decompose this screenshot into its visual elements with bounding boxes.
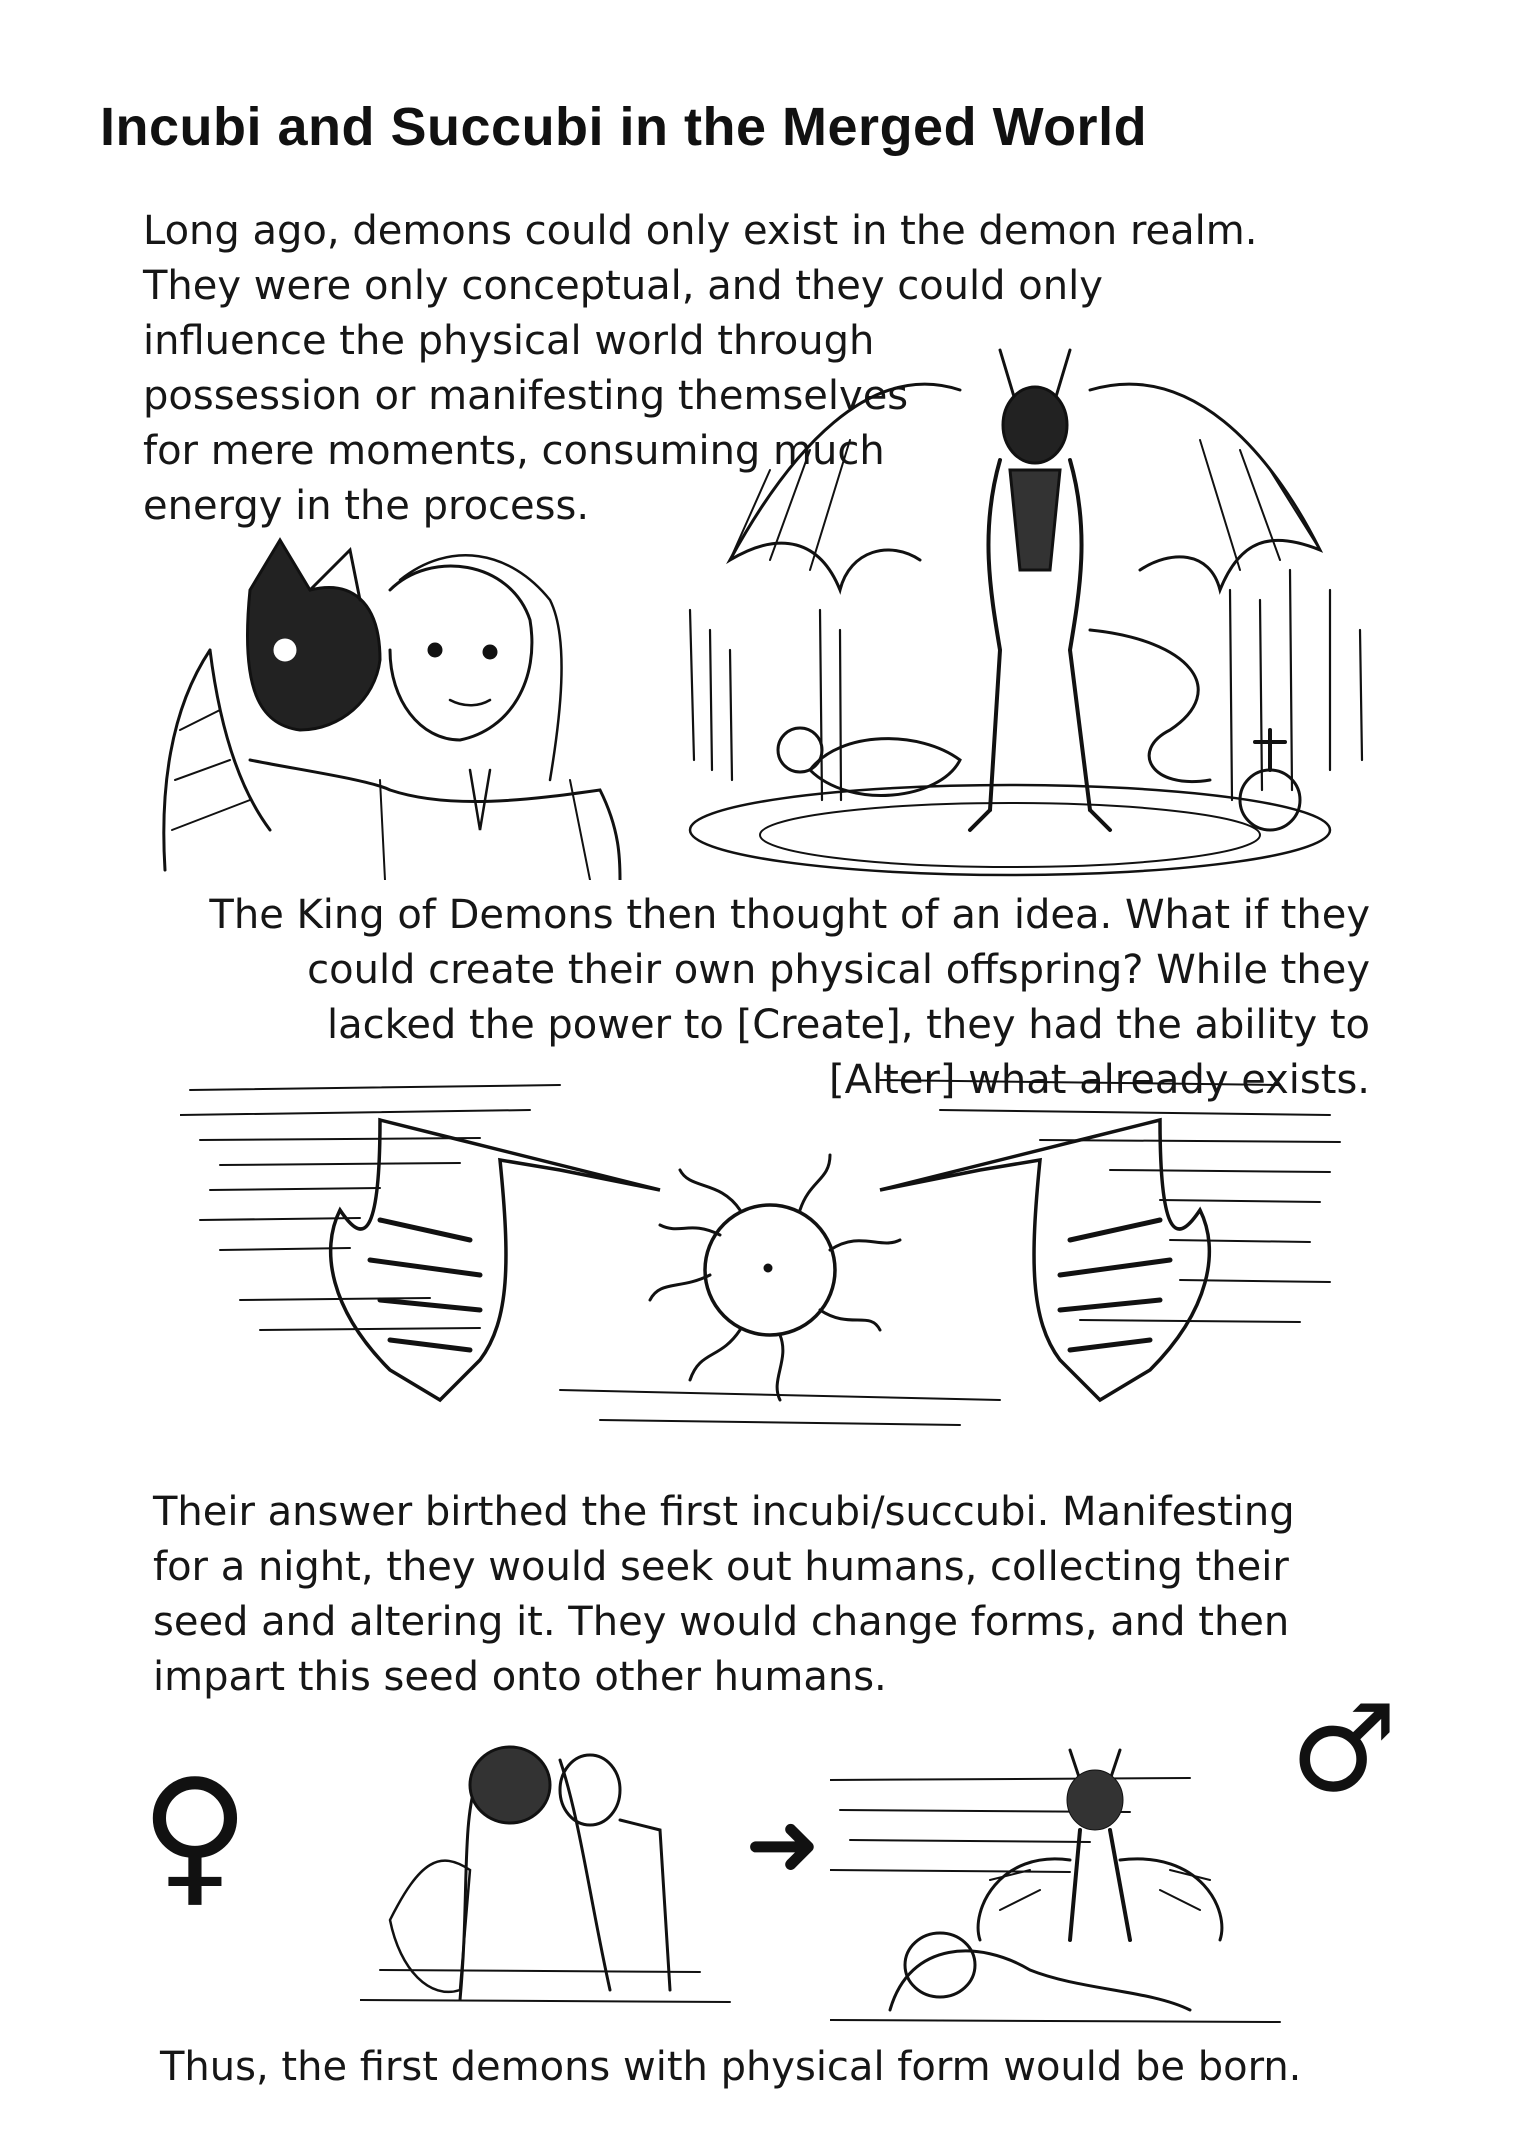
incubus-sketch [830, 1740, 1300, 2040]
succubus-embrace-sketch [360, 1740, 740, 2020]
paragraph-line: Long ago, demons could only exist in the demon realm. [143, 208, 1258, 254]
paragraph-line: [Alter] what already exists. [829, 1057, 1370, 1103]
female-symbol: ♀ [140, 1748, 250, 1922]
paragraph-line: impart this seed onto other humans. [153, 1654, 887, 1700]
paragraph-line: Their answer birthed the first incubi/succubi. Manifesting [153, 1489, 1295, 1535]
paragraph-line: for a night, they would seek out humans, collecting their [153, 1544, 1289, 1590]
paragraph-line: for mere moments, consuming much [143, 428, 885, 474]
demon-and-human-sketch [150, 530, 650, 880]
paragraph-line: seed and altering it. They would change forms, and then [153, 1599, 1290, 1645]
paragraph-line: They were only conceptual, and they could only [143, 263, 1103, 309]
page-title: Incubi and Succubi in the Merged World [100, 97, 1148, 157]
paragraph-line: could create their own physical offspring? While they [307, 947, 1370, 993]
paragraph-line: The King of Demons then thought of an idea. What if they [209, 892, 1370, 938]
male-symbol: ♂ [1290, 1680, 1398, 1819]
paragraph-line: energy in the process. [143, 483, 590, 529]
paragraph-line: lacked the power to [Create], they had the ability to [326, 1002, 1370, 1048]
arrow-icon: ➜ [745, 1792, 821, 1897]
paragraph-line: influence the physical world through [143, 318, 875, 364]
demon-summoning-sketch [670, 330, 1390, 890]
first-incubi-paragraph [153, 1485, 1295, 1705]
paragraph-line: possession or manifesting themselves [143, 373, 909, 419]
hands-altering-seed-sketch [180, 1060, 1360, 1480]
paragraph-line: Thus, the first demons with physical form would be born. [160, 2044, 1302, 2090]
closing-paragraph [160, 2040, 1301, 2095]
